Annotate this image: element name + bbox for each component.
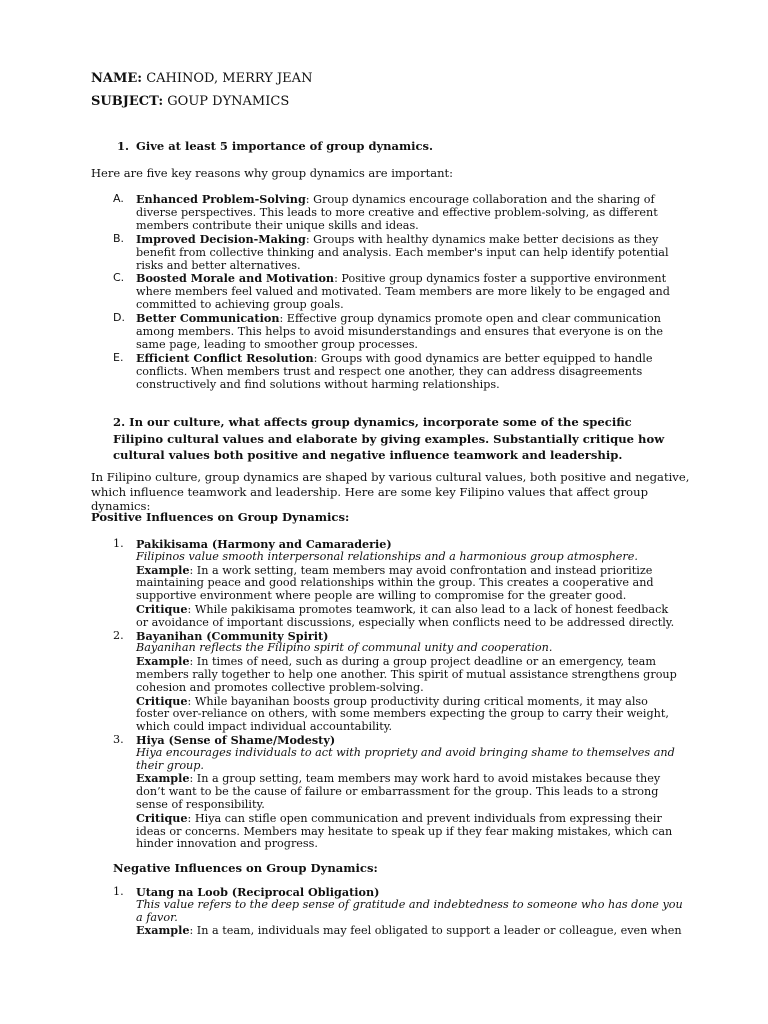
item-marker: D.: [113, 311, 125, 325]
item-description: Filipinos value smooth interpersonal relationships and a harmonious group atmosphere.: [136, 549, 638, 563]
importance-list: [113, 193, 683, 392]
name-label: NAME:: [91, 71, 143, 86]
list-item: [113, 352, 683, 392]
negative-heading: Negative Influences on Group Dynamics:: [113, 861, 378, 875]
item-title: Hiya (Sense of Shame/Modesty): [136, 732, 336, 747]
item-example: [136, 655, 683, 694]
example-label: Example: [136, 654, 190, 669]
item-text: : Positive group dynamics foster a supportive environment where members feel valued and motivated. Team members are more likely to be engaged and committed to achieving group goals.: [136, 272, 670, 312]
list-item: [113, 233, 683, 273]
name-value: CAHINOD, MERRY JEAN: [146, 71, 313, 86]
item-marker: B.: [113, 231, 125, 245]
list-item: [113, 886, 683, 938]
item-title: Bayanihan (Community Spirit): [136, 628, 329, 643]
item-title: Boosted Morale and Motivation: [136, 271, 335, 286]
list-item: [113, 272, 683, 312]
example-text: : In a team, individuals may feel obligated to support a leader or colleague, even when: [189, 924, 682, 938]
item-description: This value refers to the deep sense of gratitude and indebtedness to someone who has done you a favor.: [136, 897, 683, 924]
item-title: Improved Decision-Making: [136, 231, 306, 246]
example-text: : In a work setting, team members may avoid confrontation and instead prioritize maintaining peace and good relationships within the group. This creates a cooperative and supportive environment where people are willing to compromise for the greater good.: [136, 563, 654, 603]
question-2-intro: In Filipino culture, group dynamics are shaped by various cultural values, both positive and negative, which influence teamwork and leadership. Here are some key Filipino values that affect group dynamics:: [91, 470, 690, 513]
list-item: [113, 538, 683, 630]
positive-list: [113, 538, 683, 851]
list-item: [113, 630, 683, 734]
critique-text: : While pakikisama promotes teamwork, it can also lead to a lack of honest feedback or avoidance of important discussions, especially when conflicts need to be addressed directly.: [136, 602, 675, 629]
example-text: : In times of need, such as during a group project deadline or an emergency, team members rally together to help one another. This spirit of mutual assistance strengthens group cohesion and promotes collective problem-solving.: [136, 655, 677, 694]
example-label: Example: [136, 923, 190, 938]
item-marker: C.: [113, 271, 125, 285]
critique-label: Critique: [136, 601, 188, 616]
list-item: [113, 734, 683, 851]
item-description: Hiya encourages individuals to act with propriety and avoid bringing shame to themselves and their group.: [136, 745, 675, 772]
item-critique: [136, 603, 683, 630]
item-text: : Groups with healthy dynamics make better decisions as they benefit from collective thinking and analysis. Each member's input can help identify potential risks and better alternatives.: [136, 232, 669, 272]
item-marker: 3.: [113, 732, 124, 746]
example-text: : In a group setting, team members may work hard to avoid mistakes because they don’t want to be the cause of failure or embarrassment for the group. This leads to a strong sense of responsibility.: [136, 772, 661, 811]
item-title: Efficient Conflict Resolution: [136, 350, 314, 365]
item-marker: A.: [113, 192, 124, 205]
item-title: Better Communication: [136, 311, 280, 326]
item-text: : Groups with good dynamics are better equipped to handle conflicts. When members trust and respect one another, they can address disagreements constructively and find solutions without harming relationships.: [136, 351, 653, 391]
item-text: : Group dynamics encourage collaboration and the sharing of diverse perspectives. This leads to more creative and effective problem-solving, as different members contribute their unique skills and ideas.: [136, 193, 658, 232]
subject-label: SUBJECT:: [91, 94, 164, 109]
critique-label: Critique: [136, 810, 188, 825]
question-1: [117, 139, 433, 153]
item-example: [136, 564, 683, 603]
positive-heading: Positive Influences on Group Dynamics:: [91, 510, 350, 524]
item-title: Pakikisama (Harmony and Camaraderie): [136, 537, 392, 551]
item-marker: 1.: [113, 885, 124, 898]
example-label: Example: [136, 562, 190, 577]
item-title: Utang na Loob (Reciprocal Obligation): [136, 885, 380, 899]
question-2: 2. In our culture, what affects group dynamics, incorporate some of the specific Filipino cultural values and elaborate by giving examples. Substantially critique how cultural values both positive and negative influence teamwork and leadership.: [113, 415, 665, 462]
item-marker: E.: [113, 350, 124, 364]
item-title: Enhanced Problem-Solving: [136, 192, 306, 206]
item-marker: 2.: [113, 628, 124, 642]
item-example: [136, 924, 683, 938]
example-label: Example: [136, 771, 190, 786]
item-critique: [136, 812, 683, 851]
item-marker: 1.: [113, 537, 124, 550]
list-item: [113, 312, 683, 352]
question-1-intro: Here are five key reasons why group dynamics are important:: [91, 166, 453, 180]
item-example: [136, 772, 683, 811]
question-1-number: 1.: [117, 139, 130, 153]
item-text: : Effective group dynamics promote open and clear communication among members. This helps to avoid misunderstandings and ensures that everyone is on the same page, leading to smoother group processes.: [136, 312, 664, 351]
subject-value: GOUP DYNAMICS: [167, 94, 290, 109]
item-critique: [136, 695, 683, 734]
list-item: [113, 193, 683, 233]
question-1-text: Give at least 5 importance of group dynamics.: [136, 139, 433, 153]
critique-text: : Hiya can stifle open communication and prevent individuals from expressing their ideas or concerns. Members may hesitate to speak up if they fear making mistakes, which can hinder innovation and progress.: [136, 811, 673, 851]
name-line: [91, 71, 312, 87]
critique-label: Critique: [136, 693, 188, 708]
critique-text: : While bayanihan boosts group productivity during critical moments, it may also foster over-reliance on others, with some members expecting the group to carry their weight, which could impact individual accountability.: [136, 694, 669, 734]
item-description: Bayanihan reflects the Filipino spirit of communal unity and cooperation.: [136, 641, 553, 655]
subject-line: [91, 94, 289, 110]
negative-list: [113, 886, 683, 938]
